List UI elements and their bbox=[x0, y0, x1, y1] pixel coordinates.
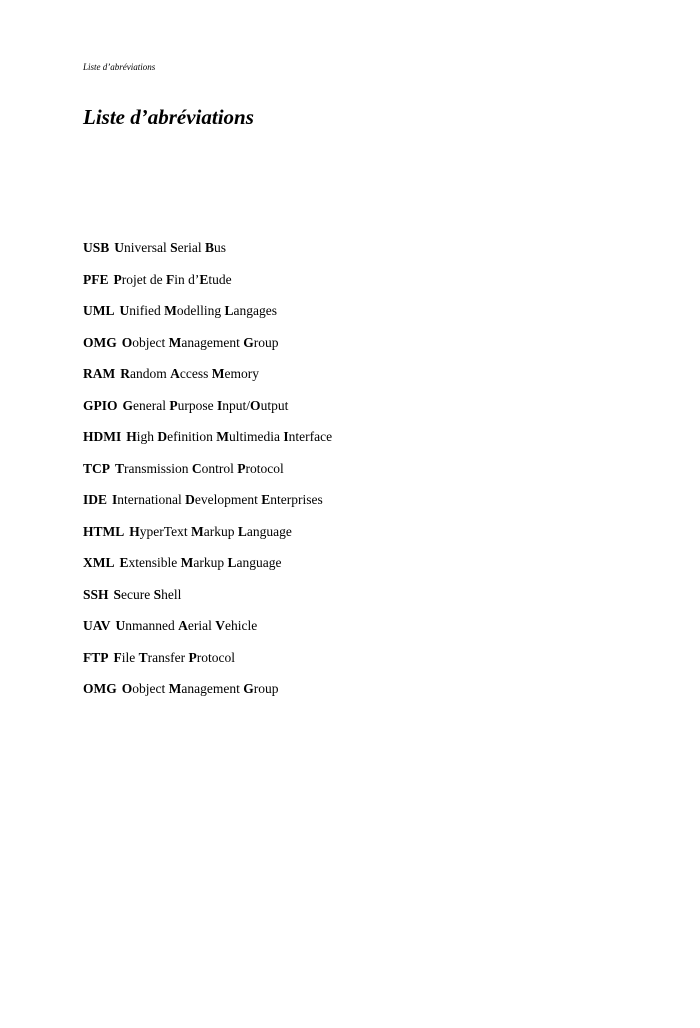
abbreviation-code: HDMI bbox=[83, 429, 122, 444]
abbreviation-code: IDE bbox=[83, 492, 108, 507]
list-item bbox=[83, 460, 332, 492]
list-item bbox=[83, 365, 332, 397]
list-item bbox=[83, 302, 332, 334]
list-item bbox=[83, 617, 332, 649]
list-item bbox=[83, 554, 332, 586]
list-item bbox=[83, 649, 332, 681]
abbreviation-code: UML bbox=[83, 303, 115, 318]
abbreviation-expansion: Oobject Management Group bbox=[121, 681, 279, 696]
page-title: Liste d’abréviations bbox=[83, 105, 254, 129]
abbreviation-expansion: General Purpose Input/Output bbox=[122, 397, 289, 413]
list-item bbox=[83, 586, 332, 618]
running-header: Liste d’abréviations bbox=[83, 62, 156, 72]
abbreviation-code: XML bbox=[83, 555, 115, 570]
list-item bbox=[83, 397, 332, 429]
abbreviation-expansion: Random Access Memory bbox=[120, 366, 259, 381]
abbreviation-code: UAV bbox=[83, 618, 111, 633]
list-item bbox=[83, 271, 332, 303]
abbreviation-list bbox=[83, 239, 332, 712]
abbreviation-code: USB bbox=[83, 240, 110, 255]
abbreviation-code: SSH bbox=[83, 586, 109, 602]
abbreviation-expansion: HyperText Markup Language bbox=[129, 523, 292, 539]
abbreviation-expansion: Secure Shell bbox=[113, 586, 182, 602]
abbreviation-expansion: Transmission Control Protocol bbox=[115, 460, 284, 476]
abbreviation-code: TCP bbox=[83, 460, 110, 476]
abbreviation-expansion: Unmanned Aerial Vehicle bbox=[115, 618, 258, 633]
abbreviation-expansion: International Development Enterprises bbox=[112, 492, 323, 507]
abbreviation-expansion: Universal Serial Bus bbox=[114, 240, 227, 255]
abbreviation-expansion: Unified Modelling Langages bbox=[119, 303, 277, 318]
list-item bbox=[83, 334, 332, 366]
abbreviation-expansion: Extensible Markup Language bbox=[119, 555, 282, 570]
abbreviation-expansion: Oobject Management Group bbox=[121, 334, 279, 350]
abbreviation-expansion: Projet de Fin d’Etude bbox=[113, 271, 232, 287]
abbreviation-code: FTP bbox=[83, 649, 109, 665]
list-item bbox=[83, 523, 332, 555]
abbreviation-expansion: File Transfer Protocol bbox=[113, 649, 235, 665]
list-item bbox=[83, 680, 332, 712]
abbreviation-expansion: High Definition Multimedia Interface bbox=[126, 429, 333, 444]
abbreviation-code: RAM bbox=[83, 366, 116, 381]
abbreviation-code: HTML bbox=[83, 523, 125, 539]
abbreviation-code: GPIO bbox=[83, 397, 118, 413]
abbreviation-code: PFE bbox=[83, 271, 109, 287]
abbreviation-code: OMG bbox=[83, 334, 117, 350]
list-item bbox=[83, 428, 332, 460]
list-item bbox=[83, 491, 332, 523]
abbreviation-code: OMG bbox=[83, 681, 117, 696]
list-item bbox=[83, 239, 332, 271]
